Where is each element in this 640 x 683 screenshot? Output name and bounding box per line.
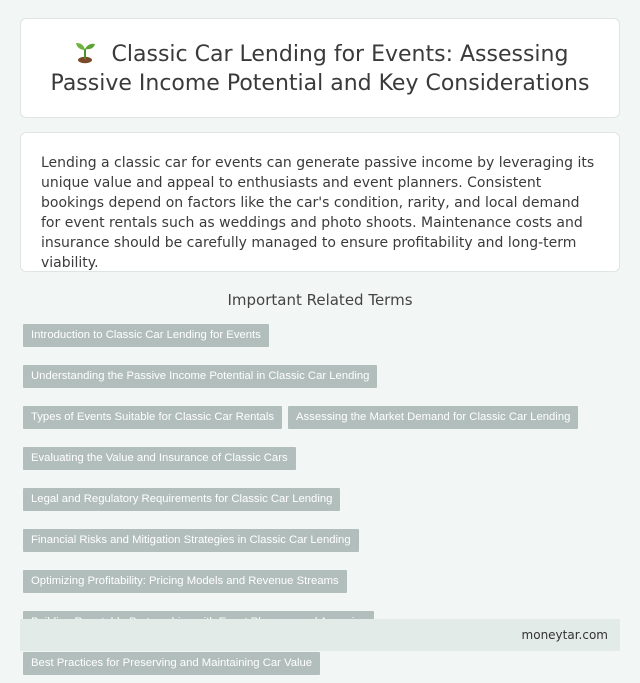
term-tag[interactable]: Evaluating the Value and Insurance of Classic Cars [23,447,296,470]
summary-card [20,132,620,272]
term-tag[interactable]: Understanding the Passive Income Potential in Classic Car Lending [23,365,377,388]
term-tag[interactable]: Introduction to Classic Car Lending for Events [23,324,269,347]
term-tag[interactable]: Best Practices for Preserving and Maintaining Car Value [23,652,320,675]
footer [20,619,620,651]
page-title [45,38,595,98]
terms-heading: Important Related Terms [227,291,413,309]
header-card [20,18,620,118]
footer-site-link[interactable]: moneytar.com [521,628,608,642]
term-tag[interactable]: Types of Events Suitable for Classic Car Rentals [23,406,282,429]
term-tag[interactable]: Financial Risks and Mitigation Strategies in Classic Car Lending [23,529,359,552]
term-tag[interactable]: Assessing the Market Demand for Classic Car Lending [288,406,578,429]
title-text: Classic Car Lending for Events: Assessing Passive Income Potential and Key Considerations [50,42,590,96]
term-tag[interactable]: Optimizing Profitability: Pricing Models and Revenue Streams [23,570,347,593]
sprout-icon [72,38,98,64]
summary-text: Lending a classic car for events can generate passive income by leveraging its unique value and appeal to enthusiasts and event planners. Consistent bookings depend on factors like the car's condition, rarity, and local demand for event rentals such as weddings and photo shoots. Maintenance costs and insurance should be carefully managed to ensure profitability and long-term viability. [41,155,595,271]
term-tag[interactable]: Legal and Regulatory Requirements for Classic Car Lending [23,488,340,511]
